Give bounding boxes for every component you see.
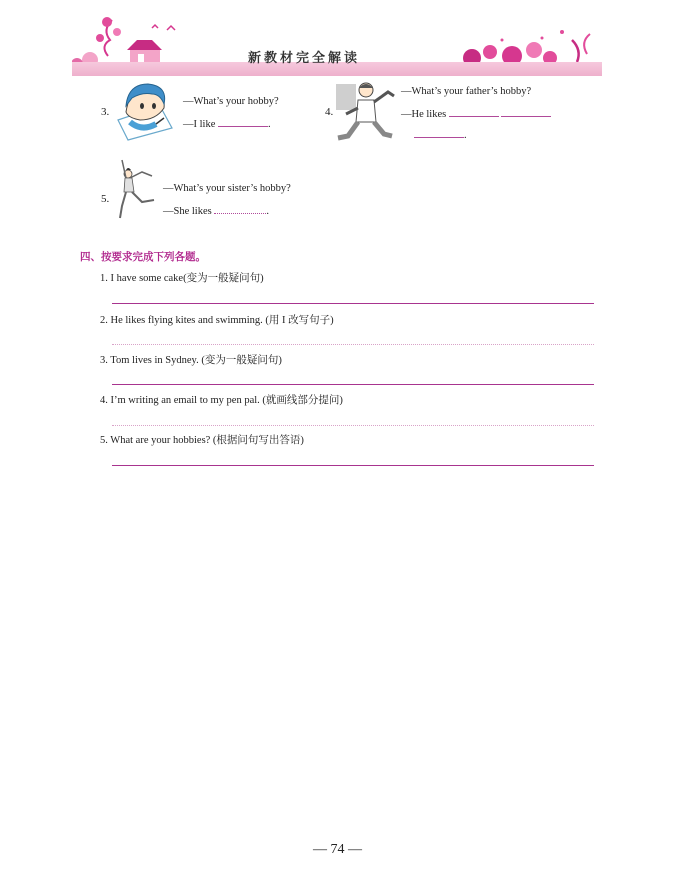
task-2-answer-line[interactable] bbox=[112, 344, 594, 345]
q5-answer bbox=[163, 203, 269, 219]
q3-answer bbox=[183, 116, 271, 132]
task-4: 4. I’m writing an email to my pen pal. (就画线部分提问) bbox=[100, 395, 343, 406]
q4-answer bbox=[401, 106, 551, 122]
q4-answer-suffix: . bbox=[464, 130, 467, 141]
q5-blank[interactable] bbox=[214, 203, 266, 214]
q4-answer-line2 bbox=[414, 127, 467, 143]
task-3-answer-line[interactable] bbox=[112, 384, 594, 385]
task-4-answer-line[interactable] bbox=[112, 425, 594, 426]
q5-answer-prefix: —She likes bbox=[163, 206, 212, 217]
task-5: 5. What are your hobbies? (根据问句写出答语) bbox=[100, 435, 304, 446]
task-1-answer-line[interactable] bbox=[112, 303, 594, 304]
ballet-dancer-icon bbox=[112, 158, 160, 220]
q5-number: 5. bbox=[101, 193, 110, 205]
section4-heading: 四、按要求完成下列各题。 bbox=[80, 251, 206, 263]
page-number: — 74 — bbox=[313, 842, 362, 857]
q3-number: 3. bbox=[101, 106, 110, 118]
task-5-answer-line[interactable] bbox=[112, 465, 594, 466]
q4-blank-1[interactable] bbox=[449, 106, 499, 117]
q4-question: —What’s your father’s hobby? bbox=[401, 86, 532, 97]
q3-answer-suffix: . bbox=[268, 119, 271, 130]
q4-answer-prefix: —He likes bbox=[401, 109, 447, 120]
q3-answer-prefix: —I like bbox=[183, 119, 216, 130]
q4-blank-3[interactable] bbox=[414, 127, 464, 138]
boy-writing-icon bbox=[112, 80, 176, 142]
task-1: 1. I have some cake(变为一般疑问句) bbox=[100, 273, 264, 284]
q3-blank[interactable] bbox=[218, 116, 268, 127]
q5-question: —What’s your sister’s hobby? bbox=[163, 183, 291, 194]
q4-number: 4. bbox=[325, 106, 334, 118]
header-title: 新教材完全解读 bbox=[248, 51, 361, 66]
q4-blank-2[interactable] bbox=[501, 106, 551, 117]
q3-question: —What’s your hobby? bbox=[183, 96, 279, 107]
task-2: 2. He likes flying kites and swimming. (用 I 改写句子) bbox=[100, 315, 334, 326]
task-3: 3. Tom lives in Sydney. (变为一般疑问句) bbox=[100, 355, 282, 366]
father-taichi-icon bbox=[336, 78, 398, 148]
q5-answer-suffix: . bbox=[266, 206, 269, 217]
